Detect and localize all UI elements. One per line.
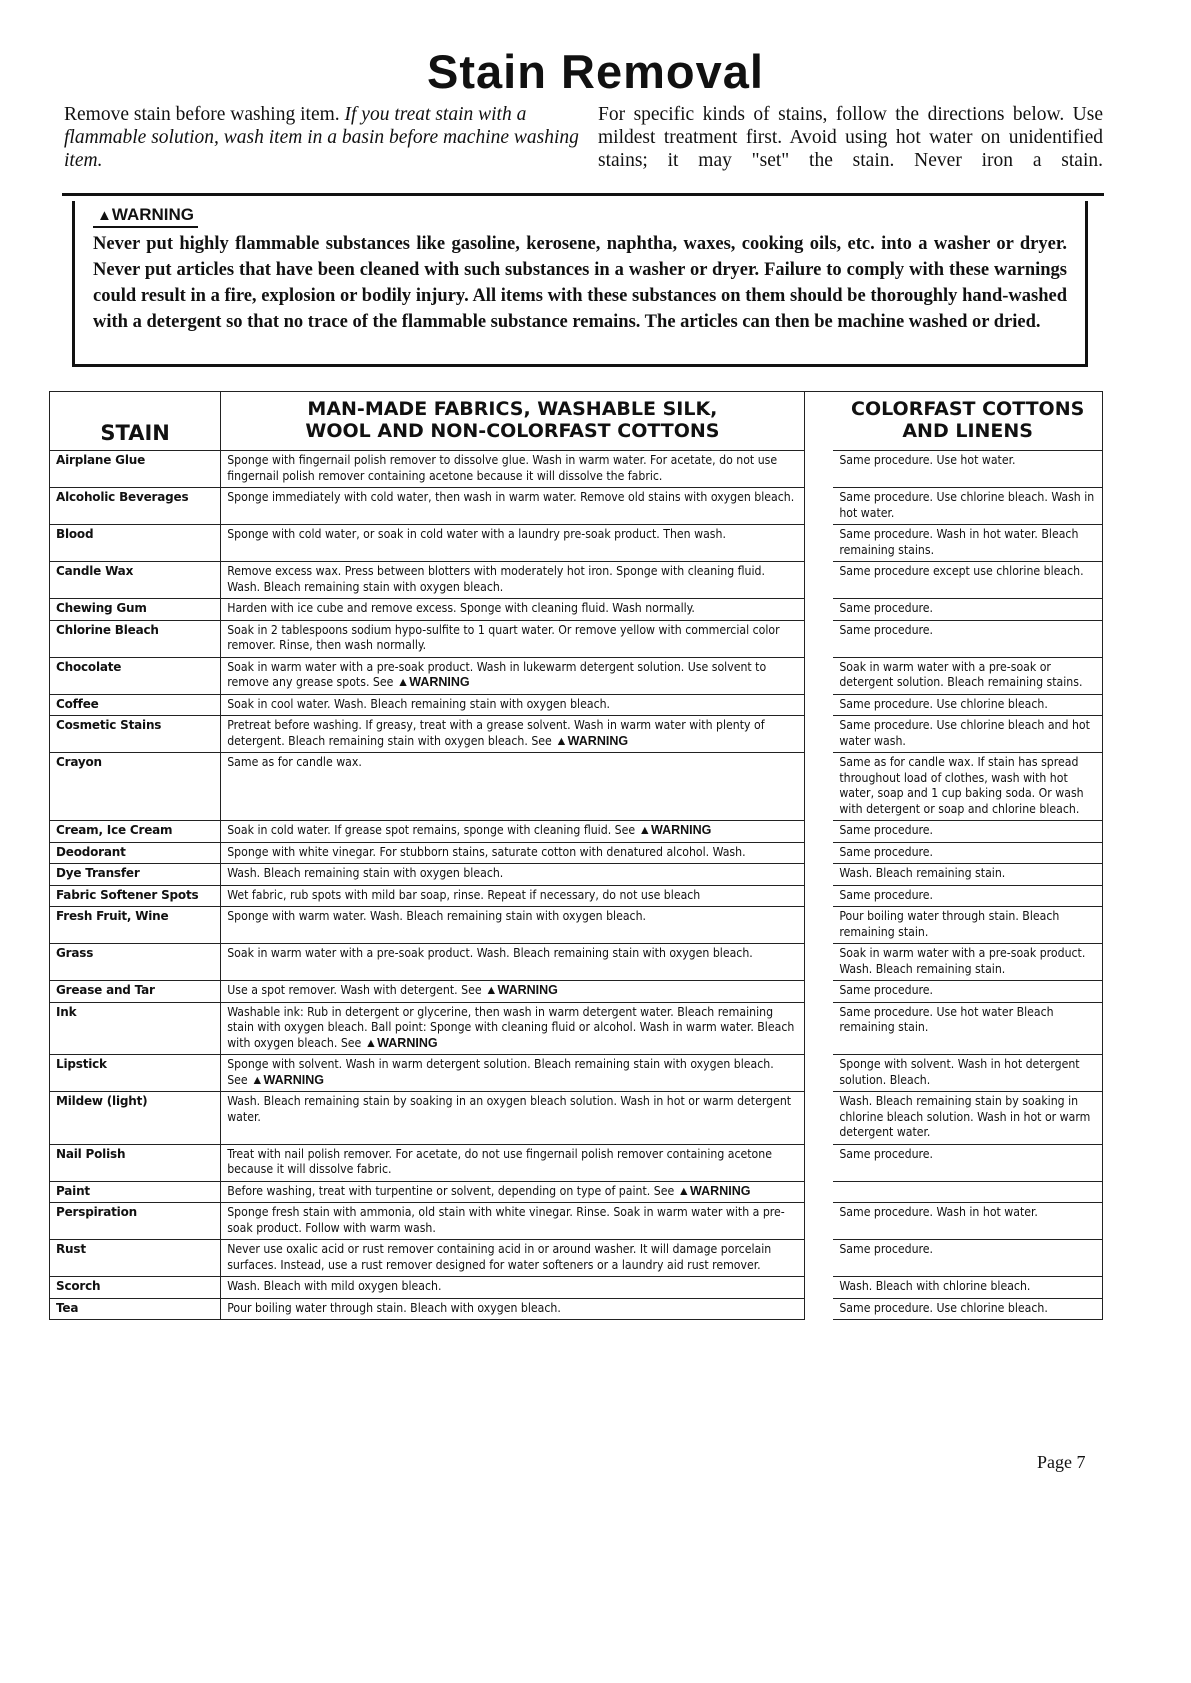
warning-triangle-icon: ▲: [555, 733, 568, 748]
manmade-instructions: [221, 716, 804, 753]
header-colorfast-line1: COLORFAST COTTONS: [851, 398, 1085, 420]
manmade-instructions: [221, 1277, 804, 1299]
table-row: [50, 753, 1103, 821]
colorfast-instructions: Same procedure. Use chlorine bleach and hot water wash.: [833, 716, 1102, 753]
manmade-instructions: [221, 657, 804, 694]
warning-triangle-icon: ▲: [251, 1072, 264, 1087]
table-row: [50, 488, 1103, 525]
stain-name: Ink: [50, 1002, 221, 1055]
colorfast-instructions: Same procedure.: [833, 599, 1102, 621]
manmade-instructions: [221, 821, 804, 843]
stain-name: Perspiration: [50, 1203, 221, 1240]
table-row: [50, 1298, 1103, 1320]
warning-reference-text: WARNING: [567, 733, 629, 748]
table-row: [50, 562, 1103, 599]
manmade-instructions: [221, 694, 804, 716]
warning-reference-text: WARNING: [263, 1072, 324, 1087]
warning-reference-text: WARNING: [650, 823, 712, 837]
page-title: Stain Removal: [427, 45, 764, 98]
colorfast-instructions: Same procedure. Wash in hot water. Bleach remaining stains.: [833, 525, 1102, 562]
header-colorfast: [833, 392, 1102, 451]
table-row: [50, 944, 1103, 981]
table-row: [50, 821, 1103, 843]
colorfast-instructions: Same procedure.: [833, 842, 1102, 864]
manmade-text: Use a spot remover. Wash with detergent. See: [227, 983, 482, 997]
colorfast-instructions: Same procedure.: [833, 620, 1102, 657]
stain-name: Nail Polish: [50, 1144, 221, 1181]
warning-reference: [678, 1184, 751, 1198]
colorfast-instructions: Wash. Bleach remaining stain.: [833, 864, 1102, 886]
manmade-instructions: [221, 1092, 804, 1145]
manmade-text: Sponge with cold water, or soak in cold water with a laundry pre-soak product. Then wash.: [227, 527, 726, 541]
colorfast-instructions: Same procedure. Wash in hot water.: [833, 1203, 1102, 1240]
stain-name: Mildew (light): [50, 1092, 221, 1145]
colorfast-instructions: Wash. Bleach remaining stain by soaking in chlorine bleach solution. Wash in hot or warm detergent water.: [833, 1092, 1102, 1145]
manmade-text: Wash. Bleach with mild oxygen bleach.: [227, 1279, 442, 1293]
colorfast-instructions: Same procedure. Use chlorine bleach.: [833, 694, 1102, 716]
stain-name: Candle Wax: [50, 562, 221, 599]
warning-reference: [555, 734, 628, 748]
table-row: [50, 620, 1103, 657]
header-manmade-line2: WOOL AND NON-COLORFAST COTTONS: [305, 420, 720, 442]
colorfast-instructions: Pour boiling water through stain. Bleach remaining stain.: [833, 907, 1102, 944]
table-row: [50, 525, 1103, 562]
manmade-instructions: [221, 451, 804, 488]
manmade-text: Soak in cool water. Wash. Bleach remaining stain with oxygen bleach.: [227, 696, 611, 711]
manmade-text: Sponge fresh stain with ammonia, old stain with white vinegar. Rinse. Soak in warm water with a pre-soak product. Follow with warm wash.: [227, 1205, 785, 1235]
table-header-row: [50, 392, 1103, 451]
table-row: [50, 981, 1103, 1003]
stain-name: Grease and Tar: [50, 981, 221, 1003]
manmade-text: Harden with ice cube and remove excess. Sponge with cleaning fluid. Wash normally.: [227, 601, 695, 615]
colorfast-instructions: Soak in warm water with a pre-soak or detergent solution. Bleach remaining stains.: [833, 657, 1102, 694]
warning-reference: [365, 1036, 438, 1050]
colorfast-instructions: Same procedure. Use chlorine bleach. Wash in hot water.: [833, 488, 1102, 525]
stain-name: Fresh Fruit, Wine: [50, 907, 221, 944]
manmade-instructions: [221, 907, 804, 944]
intro-right: For specific kinds of stains, follow the directions below. Use mildest treatment first. Avoid using hot water on unidentified stains; it may "set" the stain. Never iron a stain.: [598, 104, 1103, 171]
table-row: [50, 1144, 1103, 1181]
manmade-instructions: [221, 864, 804, 886]
table-body: [50, 451, 1103, 1320]
table-row: [50, 451, 1103, 488]
intro-left-italic: If you treat stain with a flammable solution, wash item in a basin before machine washing item.: [64, 104, 579, 171]
stain-name: Fabric Softener Spots: [50, 885, 221, 907]
colorfast-instructions: Same procedure.: [833, 885, 1102, 907]
warning-triangle-icon: ▲: [97, 207, 112, 224]
table-row: [50, 1092, 1103, 1145]
warning-label-text: WARNING: [111, 205, 195, 224]
manmade-text: Sponge immediately with cold water, then wash in warm water. Remove old stains with oxygen bleach.: [227, 490, 795, 504]
warning-reference: [251, 1073, 324, 1087]
colorfast-instructions: Same as for candle wax. If stain has spread throughout load of clothes, wash with hot water, soap and 1 cup baking soda. Or wash with detergent or soap and chlorine bleach.: [833, 753, 1102, 821]
manmade-instructions: [221, 488, 804, 525]
colorfast-instructions: Same procedure. Use chlorine bleach.: [833, 1298, 1102, 1320]
table-row: [50, 885, 1103, 907]
warning-label: [93, 205, 198, 228]
manmade-instructions: [221, 842, 804, 864]
manmade-text: Soak in warm water with a pre-soak product. Wash. Bleach remaining stain with oxygen bleach.: [227, 946, 753, 960]
stain-name: Blood: [50, 525, 221, 562]
manmade-text: Pour boiling water through stain. Bleach with oxygen bleach.: [227, 1300, 561, 1315]
warning-reference: [639, 823, 712, 837]
table-row: [50, 1240, 1103, 1277]
header-manmade: [221, 392, 804, 451]
stain-name: Airplane Glue: [50, 451, 221, 488]
stain-name: Tea: [50, 1298, 221, 1320]
stain-name: Chocolate: [50, 657, 221, 694]
manmade-text: Soak in cold water. If grease spot remains, sponge with cleaning fluid. See: [227, 823, 636, 837]
header-manmade-line1: MAN-MADE FABRICS, WASHABLE SILK,: [307, 398, 718, 420]
manmade-instructions: [221, 1181, 804, 1203]
manmade-instructions: [221, 944, 804, 981]
manmade-text: Same as for candle wax.: [227, 755, 362, 769]
table-row: [50, 1055, 1103, 1092]
stain-name: Scorch: [50, 1277, 221, 1299]
warning-reference: [485, 983, 558, 997]
table-row: [50, 1181, 1103, 1203]
manmade-text: Washable ink: Rub in detergent or glycerine, then wash in warm detergent water. Bleach remaining stain with oxygen bleach. Ball point: Sponge with cleaning fluid or alcohol. Wash in warm water. Bleach with oxygen bleach. See: [227, 1004, 795, 1050]
table-row: [50, 1203, 1103, 1240]
warning-text: Never put highly flammable substances like gasoline, kerosene, naphtha, waxes, cooking oils, etc. into a washer or dryer. Never put articles that have been cleaned with such substances in a washer or dryer. Failure to comply with these warnings could result in a fire, explosion or bodily injury. All items with these substances on them should be thoroughly hand-washed with a detergent so that no trace of the flammable substance remains. The articles can then be machine washed or dried.: [93, 234, 1067, 332]
table-row: [50, 864, 1103, 886]
manmade-instructions: [221, 1144, 804, 1181]
colorfast-instructions: Wash. Bleach with chlorine bleach.: [833, 1277, 1102, 1299]
header-colorfast-line2: AND LINENS: [902, 420, 1033, 442]
manmade-instructions: [221, 1002, 804, 1055]
manmade-instructions: [221, 620, 804, 657]
manmade-text: Treat with nail polish remover. For acetate, do not use fingernail polish remover containing acetone because it will dissolve fabric.: [227, 1146, 772, 1176]
warning-triangle-icon: ▲: [364, 1035, 378, 1050]
manmade-text: Wash. Bleach remaining stain with oxygen bleach.: [227, 866, 504, 880]
table-row: [50, 842, 1103, 864]
table-row: [50, 657, 1103, 694]
colorfast-instructions: Sponge with solvent. Wash in hot detergent solution. Bleach.: [833, 1055, 1102, 1092]
warning-box: [72, 201, 1088, 367]
colorfast-instructions: Same procedure.: [833, 981, 1102, 1003]
table-row: [50, 1277, 1103, 1299]
stain-name: Chlorine Bleach: [50, 620, 221, 657]
manmade-text: Pretreat before washing. If greasy, treat with a grease solvent. Wash in warm water with plenty of detergent. Bleach remaining stain with oxygen bleach. See: [227, 718, 765, 748]
stain-name: Deodorant: [50, 842, 221, 864]
manmade-text: Soak in warm water with a pre-soak product. Wash in lukewarm detergent solution. Use solvent to remove any grease spots. See: [227, 659, 767, 689]
colorfast-instructions: Same procedure.: [833, 821, 1102, 843]
manmade-instructions: [221, 1203, 804, 1240]
stain-name: Grass: [50, 944, 221, 981]
stain-name: Alcoholic Beverages: [50, 488, 221, 525]
manmade-text: Before washing, treat with turpentine or solvent, depending on type of paint. See: [227, 1183, 675, 1198]
manmade-text: Wash. Bleach remaining stain by soaking in an oxygen bleach solution. Wash in hot or warm detergent water.: [227, 1094, 792, 1124]
intro-left: [64, 103, 584, 172]
colorfast-instructions: Same procedure.: [833, 1144, 1102, 1181]
manmade-text: Sponge with warm water. Wash. Bleach remaining stain with oxygen bleach.: [227, 909, 647, 923]
warning-reference-text: WARNING: [409, 675, 470, 689]
manmade-instructions: [221, 1240, 804, 1277]
manmade-text: Sponge with solvent. Wash in warm detergent solution. Bleach remaining stain with oxygen bleach. See: [227, 1057, 774, 1087]
warning-triangle-icon: ▲: [638, 823, 651, 837]
manmade-instructions: [221, 525, 804, 562]
stain-name: Cosmetic Stains: [50, 716, 221, 753]
manmade-instructions: [221, 1055, 804, 1092]
stain-table: [49, 391, 1103, 1320]
warning-triangle-icon: ▲: [396, 675, 410, 689]
table-row: [50, 716, 1103, 753]
header-stain: STAIN: [50, 392, 221, 451]
manmade-text: Sponge with fingernail polish remover to dissolve glue. Wash in warm water. For acetate, do not use fingernail polish remover containing acetone because it will dissolve the fabric.: [227, 453, 778, 483]
stain-name: Dye Transfer: [50, 864, 221, 886]
manmade-instructions: [221, 599, 804, 621]
manmade-text: Never use oxalic acid or rust remover containing acid in or around washer. It will damage porcelain surfaces. Instead, use a rust remover designed for water softeners or a laundry aid rust remover.: [227, 1242, 772, 1272]
manmade-text: Sponge with white vinegar. For stubborn stains, saturate cotton with denatured alcohol. Wash.: [227, 844, 746, 859]
warning-reference-text: WARNING: [497, 983, 558, 997]
warning-reference-text: WARNING: [377, 1035, 438, 1050]
colorfast-instructions: Same procedure except use chlorine bleach.: [833, 562, 1102, 599]
manmade-text: Remove excess wax. Press between blotters with moderately hot iron. Sponge with cleaning fluid. Wash. Bleach remaining stain with oxygen bleach.: [227, 564, 765, 594]
stain-name: Crayon: [50, 753, 221, 821]
warning-triangle-icon: ▲: [485, 983, 498, 997]
manmade-instructions: [221, 885, 804, 907]
intro-left-text: Remove stain before washing item.: [64, 104, 345, 125]
warning-triangle-icon: ▲: [677, 1183, 691, 1198]
stain-name: Rust: [50, 1240, 221, 1277]
table-row: [50, 1002, 1103, 1055]
stain-name: Chewing Gum: [50, 599, 221, 621]
colorfast-instructions: [833, 1181, 1102, 1203]
colorfast-instructions: Same procedure. Use hot water Bleach remaining stain.: [833, 1002, 1102, 1055]
warning-reference: [397, 675, 470, 689]
manmade-text: Wet fabric, rub spots with mild bar soap, rinse. Repeat if necessary, do not use bleach: [227, 887, 701, 902]
stain-name: Lipstick: [50, 1055, 221, 1092]
colorfast-instructions: Soak in warm water with a pre-soak product. Wash. Bleach remaining stain.: [833, 944, 1102, 981]
stain-name: Paint: [50, 1181, 221, 1203]
stain-name: Coffee: [50, 694, 221, 716]
manmade-instructions: [221, 981, 804, 1003]
table-row: [50, 907, 1103, 944]
page-number: Page 7: [1037, 1452, 1086, 1472]
colorfast-instructions: Same procedure. Use hot water.: [833, 451, 1102, 488]
manmade-text: Soak in 2 tablespoons sodium hypo-sulfite to 1 quart water. Or remove yellow with commercial color remover. Rinse, then wash normally.: [227, 622, 780, 652]
table-row: [50, 599, 1103, 621]
colorfast-instructions: Same procedure.: [833, 1240, 1102, 1277]
manmade-instructions: [221, 753, 804, 821]
divider: [62, 193, 1104, 196]
stain-name: Cream, Ice Cream: [50, 821, 221, 843]
manmade-instructions: [221, 1298, 804, 1320]
warning-reference-text: WARNING: [690, 1183, 751, 1198]
manmade-instructions: [221, 562, 804, 599]
table-row: [50, 694, 1103, 716]
